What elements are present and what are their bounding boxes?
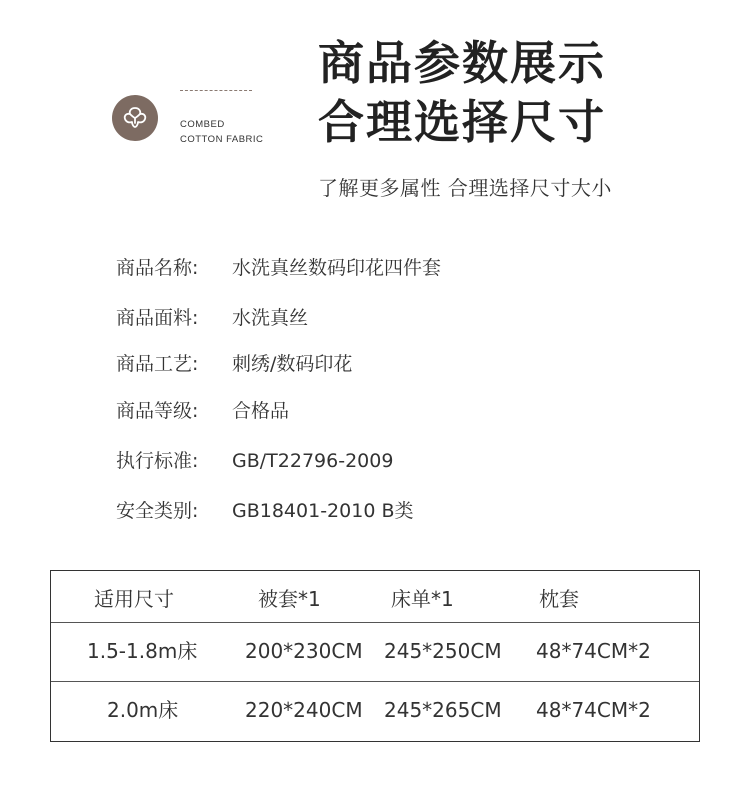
brand-caption (180, 117, 263, 147)
param-row-craft (116, 349, 352, 376)
param-row-standard (116, 446, 393, 473)
dashed-divider (180, 90, 252, 91)
brand-line-1: COMBED (180, 119, 225, 130)
brand-line-2: COTTON FABRIC (180, 134, 264, 145)
cotton-flower-svg (118, 101, 152, 135)
param-value: 刺绣/数码印花 (232, 353, 353, 375)
table-header-cell: 适用尺寸 (94, 587, 174, 611)
param-label: 执行标准: (116, 450, 199, 472)
param-value: 水洗真丝数码印花四件套 (232, 257, 442, 279)
table-header-row (51, 571, 699, 628)
size-table (50, 570, 700, 742)
param-value: GB18401-2010 B类 (232, 500, 414, 522)
param-row-fabric (116, 303, 308, 330)
table-row (51, 622, 699, 680)
cotton-flower-icon (112, 95, 158, 141)
table-cell: 2.0m床 (107, 698, 179, 722)
param-label: 商品等级: (116, 400, 199, 422)
table-cell: 1.5-1.8m床 (87, 639, 198, 663)
table-cell: 200*230CM (245, 639, 363, 663)
title-line-2: 合理选择尺寸 (318, 95, 606, 149)
table-cell: 48*74CM*2 (536, 698, 651, 722)
brand-logo (112, 85, 292, 155)
param-value: 水洗真丝 (232, 307, 309, 329)
param-label: 商品工艺: (116, 353, 199, 375)
title-line-1: 商品参数展示 (318, 36, 606, 90)
table-cell: 220*240CM (245, 698, 363, 722)
page-subtitle: 了解更多属性 合理选择尺寸大小 (318, 176, 612, 200)
table-row (51, 681, 699, 739)
table-header-cell: 枕套 (539, 587, 579, 611)
param-row-grade (116, 396, 289, 423)
param-value: GB/T22796-2009 (232, 450, 394, 472)
param-row-safety (116, 496, 413, 523)
table-header-cell: 被套*1 (258, 587, 321, 611)
param-label: 安全类别: (116, 500, 199, 522)
page-title (318, 34, 606, 152)
table-cell: 48*74CM*2 (536, 639, 651, 663)
param-label: 商品名称: (116, 257, 199, 279)
param-row-name (116, 253, 441, 280)
table-cell: 245*265CM (384, 698, 502, 722)
table-cell: 245*250CM (384, 639, 502, 663)
table-header-cell: 床单*1 (391, 587, 454, 611)
param-label: 商品面料: (116, 307, 199, 329)
param-value: 合格品 (232, 400, 290, 422)
